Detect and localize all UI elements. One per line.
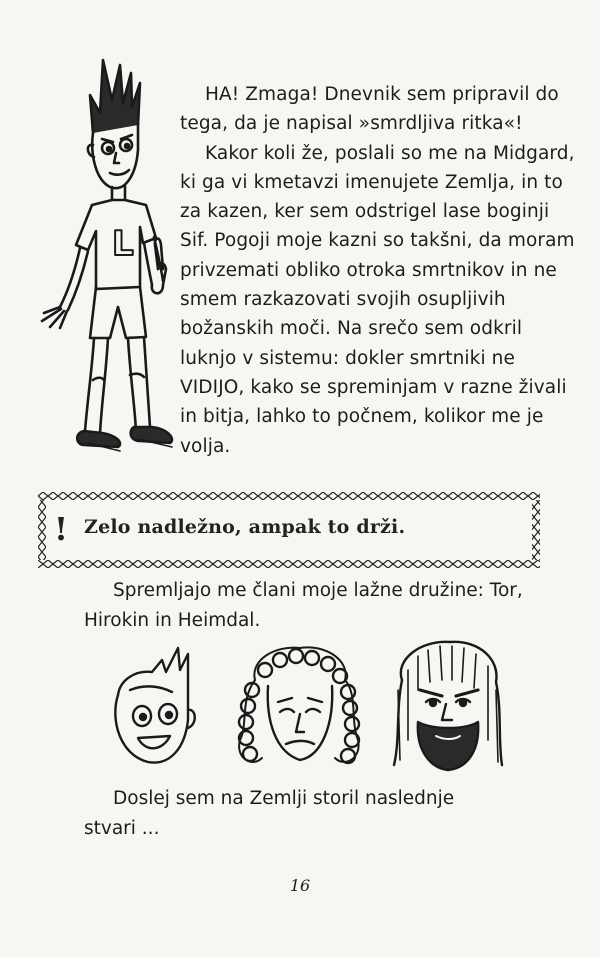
callout-text: Zelo nadležno, ampak to drži. xyxy=(84,516,406,538)
callout-box xyxy=(38,492,540,568)
thor-portrait xyxy=(115,648,194,763)
paragraph-1: HA! Zmaga! Dnevnik sem pripravil do tega, da je napisal »smrdljiva ritka«! xyxy=(180,84,559,135)
shirt-letter: L xyxy=(112,224,134,264)
closing-line-2: stvari ... xyxy=(84,818,160,839)
father-portrait xyxy=(394,642,502,770)
family-paragraph xyxy=(84,576,544,635)
mother-portrait xyxy=(239,647,359,763)
family-line-2: Hirokin in Heimdal. xyxy=(84,609,261,631)
paragraph-2: Kakor koli že, poslali so me na Midgard, ki ga vi kmetavzi imenujete Zemlja, in to za kazen, ker sem odstrigel lase boginji Sif. Pogoji moje kazni so takšni, da moram privzemati obliko otroka smrtnikov in ne smem razkazovati svojih osupljivih božanskih moči. Na srečo sem odkril luknjo v sistemu: dokler smrtniki ne VIDIJO, kako se spreminjam v razne živali in bitja, lahko to počnem, kolikor me je volja. xyxy=(180,142,575,457)
closing-line-1: Doslej sem na Zemlji storil naslednje xyxy=(113,788,455,809)
family-portraits xyxy=(100,640,510,775)
main-text-block xyxy=(180,80,580,461)
exclamation-icon: ! xyxy=(54,510,69,548)
closing-paragraph xyxy=(84,784,544,844)
page-number: 16 xyxy=(289,876,311,895)
loki-boy-illustration xyxy=(30,55,180,465)
family-line-1: Spremljajo me člani moje lažne družine: Tor, xyxy=(113,580,523,601)
